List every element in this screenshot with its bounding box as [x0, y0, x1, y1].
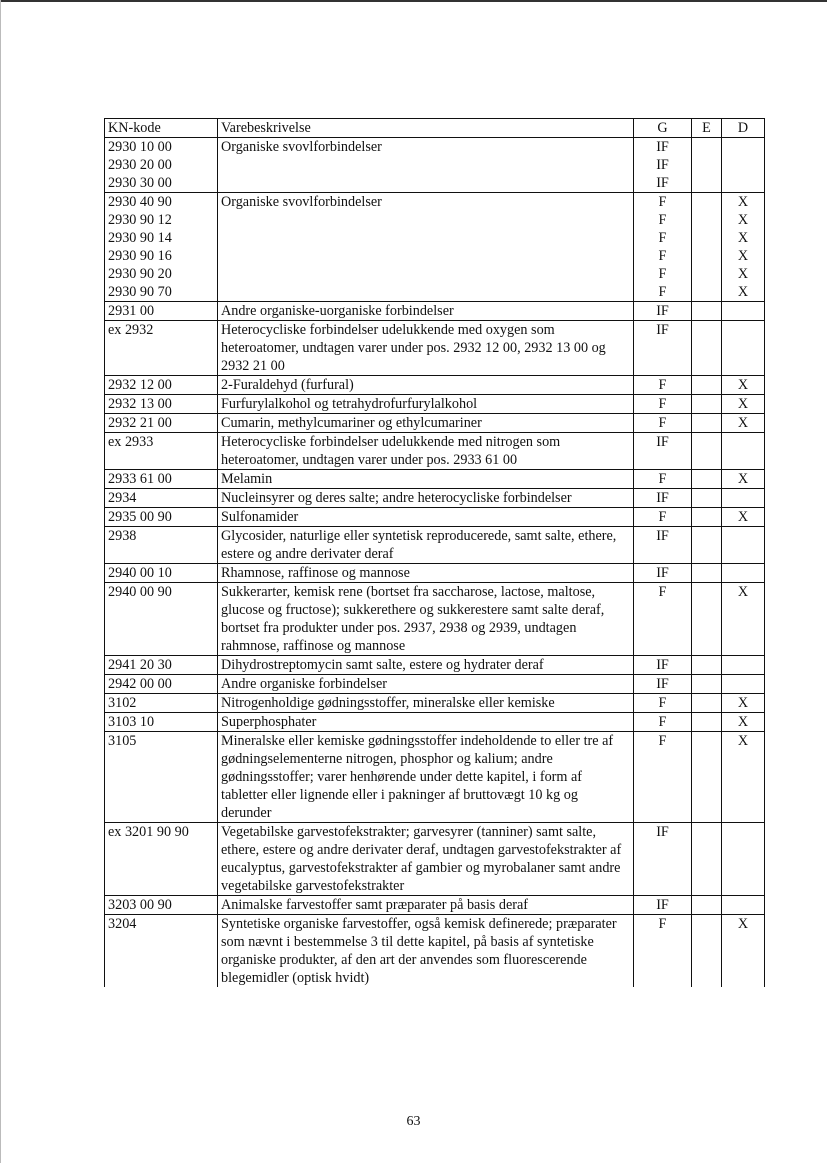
- g-cell: IF: [634, 527, 692, 564]
- table-row: [105, 732, 765, 823]
- g-cell: F: [634, 915, 692, 988]
- e-cell: [692, 283, 722, 302]
- kn-code-cell: 2942 00 00: [105, 675, 218, 694]
- g-cell: IF: [634, 675, 692, 694]
- d-cell: [722, 527, 765, 564]
- table-row: [105, 527, 765, 564]
- table-row: [105, 138, 765, 157]
- left-margin-rule: [0, 0, 1, 1163]
- kn-code-cell: 3105: [105, 732, 218, 823]
- g-cell: F: [634, 265, 692, 283]
- kn-code-cell: 2932 12 00: [105, 376, 218, 395]
- table-row: [105, 656, 765, 675]
- g-cell: F: [634, 713, 692, 732]
- d-cell: [722, 489, 765, 508]
- g-cell: IF: [634, 302, 692, 321]
- kn-code-cell: 2930 90 20: [105, 265, 218, 283]
- e-cell: [692, 229, 722, 247]
- e-cell: [692, 395, 722, 414]
- e-cell: [692, 713, 722, 732]
- description-cell: 2-Furaldehyd (furfural): [218, 376, 634, 395]
- e-cell: [692, 302, 722, 321]
- description-cell: Cumarin, methylcumariner og ethylcumariner: [218, 414, 634, 433]
- kn-code-cell: 2930 90 16: [105, 247, 218, 265]
- description-cell: Heterocycliske forbindelser udelukkende med oxygen som heteroatomer, undtagen varer under pos. 2932 12 00, 2932 13 00 og 2932 21 00: [218, 321, 634, 376]
- kn-code-cell: 2932 21 00: [105, 414, 218, 433]
- e-cell: [692, 156, 722, 174]
- e-cell: [692, 470, 722, 489]
- description-cell: Andre organiske forbindelser: [218, 675, 634, 694]
- g-cell: F: [634, 229, 692, 247]
- e-cell: [692, 174, 722, 193]
- description-cell: [218, 174, 634, 193]
- description-cell: Andre organiske-uorganiske forbindelser: [218, 302, 634, 321]
- kn-code-cell: ex 2932: [105, 321, 218, 376]
- kn-code-cell: 2940 00 90: [105, 583, 218, 656]
- e-cell: [692, 489, 722, 508]
- table-row: [105, 489, 765, 508]
- description-cell: Superphosphater: [218, 713, 634, 732]
- e-cell: [692, 211, 722, 229]
- description-cell: Nitrogenholdige gødningsstoffer, mineralske eller kemiske: [218, 694, 634, 713]
- e-cell: [692, 414, 722, 433]
- d-cell: X: [722, 713, 765, 732]
- top-rule: [0, 0, 827, 2]
- g-cell: IF: [634, 433, 692, 470]
- description-cell: Sulfonamider: [218, 508, 634, 527]
- e-cell: [692, 675, 722, 694]
- g-cell: F: [634, 732, 692, 823]
- d-cell: [722, 138, 765, 157]
- kn-code-cell: 2940 00 10: [105, 564, 218, 583]
- kn-code-cell: 2931 00: [105, 302, 218, 321]
- e-cell: [692, 321, 722, 376]
- g-cell: F: [634, 508, 692, 527]
- table-row: [105, 470, 765, 489]
- e-cell: [692, 915, 722, 988]
- table-row: [105, 283, 765, 302]
- g-cell: IF: [634, 321, 692, 376]
- table-row: [105, 713, 765, 732]
- d-cell: X: [722, 694, 765, 713]
- header-d: D: [722, 119, 765, 138]
- kn-code-cell: ex 2933: [105, 433, 218, 470]
- description-cell: [218, 265, 634, 283]
- description-cell: Animalske farvestoffer samt præparater på basis deraf: [218, 896, 634, 915]
- page-number: 63: [406, 1114, 421, 1129]
- kn-code-table: [104, 118, 765, 987]
- d-cell: X: [722, 395, 765, 414]
- description-cell: [218, 229, 634, 247]
- e-cell: [692, 564, 722, 583]
- description-cell: Organiske svovlforbindelser: [218, 138, 634, 157]
- table-header-row: [105, 119, 765, 138]
- e-cell: [692, 265, 722, 283]
- g-cell: F: [634, 283, 692, 302]
- table-row: [105, 156, 765, 174]
- e-cell: [692, 376, 722, 395]
- d-cell: X: [722, 732, 765, 823]
- description-cell: Rhamnose, raffinose og mannose: [218, 564, 634, 583]
- description-cell: Vegetabilske garvestofekstrakter; garvesyrer (tanniner) samt salte, ethere, estere og andre derivater deraf, undtagen garvestofekstrakter af eucalyptus, garvestofekstrakter af gambier og myrobalaner samt andre vegetabilske garvestofekstrakter: [218, 823, 634, 896]
- table-row: [105, 896, 765, 915]
- table-row: [105, 915, 765, 988]
- d-cell: X: [722, 229, 765, 247]
- kn-code-cell: 3204: [105, 915, 218, 988]
- g-cell: F: [634, 694, 692, 713]
- e-cell: [692, 433, 722, 470]
- table-row: [105, 211, 765, 229]
- header-kn-code: KN-kode: [105, 119, 218, 138]
- e-cell: [692, 823, 722, 896]
- header-e: E: [692, 119, 722, 138]
- description-cell: [218, 211, 634, 229]
- table-row: [105, 247, 765, 265]
- kn-code-cell: 2930 90 70: [105, 283, 218, 302]
- d-cell: [722, 656, 765, 675]
- table-row: [105, 376, 765, 395]
- d-cell: X: [722, 414, 765, 433]
- d-cell: X: [722, 265, 765, 283]
- table-row: [105, 564, 765, 583]
- description-cell: Dihydrostreptomycin samt salte, estere og hydrater deraf: [218, 656, 634, 675]
- kn-code-cell: 2930 90 14: [105, 229, 218, 247]
- description-cell: Furfurylalkohol og tetrahydrofurfurylalkohol: [218, 395, 634, 414]
- e-cell: [692, 896, 722, 915]
- table-row: [105, 583, 765, 656]
- d-cell: [722, 302, 765, 321]
- kn-code-cell: 2930 10 00: [105, 138, 218, 157]
- g-cell: IF: [634, 138, 692, 157]
- description-cell: [218, 156, 634, 174]
- d-cell: X: [722, 193, 765, 212]
- g-cell: F: [634, 414, 692, 433]
- d-cell: X: [722, 376, 765, 395]
- description-cell: Sukkerarter, kemisk rene (bortset fra saccharose, lactose, maltose, glucose og fructose); sukkerethere og sukkerestere samt salte deraf, bortset fra produkter under pos. 2937, 2938 og 2939, undtagen rahmnose, raffinose og mannose: [218, 583, 634, 656]
- description-cell: Nucleinsyrer og deres salte; andre heterocycliske forbindelser: [218, 489, 634, 508]
- d-cell: X: [722, 247, 765, 265]
- d-cell: X: [722, 583, 765, 656]
- kn-code-cell: 2933 61 00: [105, 470, 218, 489]
- g-cell: IF: [634, 823, 692, 896]
- kn-code-cell: 2930 90 12: [105, 211, 218, 229]
- table-row: [105, 265, 765, 283]
- description-cell: Mineralske eller kemiske gødningsstoffer indeholdende to eller tre af gødningselementerne nitrogen, phosphor og kalium; andre gødningsstoffer; varer henhørende under dette kapitel, i form af tabletter eller lignende eller i pakninger af bruttovægt 10 kg og derunder: [218, 732, 634, 823]
- d-cell: [722, 564, 765, 583]
- table-row: [105, 823, 765, 896]
- table-row: [105, 675, 765, 694]
- kn-code-cell: 3102: [105, 694, 218, 713]
- description-cell: Heterocycliske forbindelser udelukkende med nitrogen som heteroatomer, undtagen varer under pos. 2933 61 00: [218, 433, 634, 470]
- g-cell: IF: [634, 896, 692, 915]
- g-cell: F: [634, 193, 692, 212]
- d-cell: X: [722, 211, 765, 229]
- table-row: [105, 395, 765, 414]
- description-cell: Organiske svovlforbindelser: [218, 193, 634, 212]
- kn-code-cell: 2934: [105, 489, 218, 508]
- description-cell: Syntetiske organiske farvestoffer, også kemisk definerede; præparater som nævnt i bestemmelse 3 til dette kapitel, på basis af syntetiske organiske produkter, af den art der anvendes som fluorescerende blegemidler (optisk hvidt): [218, 915, 634, 988]
- e-cell: [692, 527, 722, 564]
- kn-code-cell: 2932 13 00: [105, 395, 218, 414]
- d-cell: X: [722, 915, 765, 988]
- g-cell: IF: [634, 489, 692, 508]
- description-cell: Melamin: [218, 470, 634, 489]
- kn-code-cell: 2930 30 00: [105, 174, 218, 193]
- d-cell: [722, 433, 765, 470]
- table-row: [105, 229, 765, 247]
- header-g: G: [634, 119, 692, 138]
- e-cell: [692, 138, 722, 157]
- e-cell: [692, 694, 722, 713]
- kn-code-cell: ex 3201 90 90: [105, 823, 218, 896]
- description-cell: [218, 283, 634, 302]
- d-cell: X: [722, 283, 765, 302]
- kn-code-cell: 2941 20 30: [105, 656, 218, 675]
- d-cell: [722, 896, 765, 915]
- table-row: [105, 193, 765, 212]
- table-row: [105, 174, 765, 193]
- e-cell: [692, 583, 722, 656]
- g-cell: IF: [634, 174, 692, 193]
- d-cell: [722, 321, 765, 376]
- kn-code-cell: 2938: [105, 527, 218, 564]
- kn-code-cell: 3203 00 90: [105, 896, 218, 915]
- table-row: [105, 694, 765, 713]
- e-cell: [692, 508, 722, 527]
- table-row: [105, 508, 765, 527]
- e-cell: [692, 656, 722, 675]
- g-cell: F: [634, 470, 692, 489]
- d-cell: [722, 675, 765, 694]
- header-description: Varebeskrivelse: [218, 119, 634, 138]
- table-row: [105, 321, 765, 376]
- d-cell: X: [722, 508, 765, 527]
- g-cell: F: [634, 395, 692, 414]
- kn-code-cell: 2935 00 90: [105, 508, 218, 527]
- d-cell: [722, 156, 765, 174]
- table-row: [105, 433, 765, 470]
- d-cell: [722, 823, 765, 896]
- description-cell: Glycosider, naturlige eller syntetisk reproducerede, samt salte, ethere, estere og andre derivater deraf: [218, 527, 634, 564]
- e-cell: [692, 193, 722, 212]
- g-cell: F: [634, 247, 692, 265]
- g-cell: IF: [634, 656, 692, 675]
- g-cell: F: [634, 211, 692, 229]
- table-row: [105, 414, 765, 433]
- d-cell: [722, 174, 765, 193]
- e-cell: [692, 732, 722, 823]
- g-cell: IF: [634, 156, 692, 174]
- kn-code-cell: 3103 10: [105, 713, 218, 732]
- g-cell: F: [634, 583, 692, 656]
- g-cell: F: [634, 376, 692, 395]
- g-cell: IF: [634, 564, 692, 583]
- table-body: [105, 138, 765, 988]
- kn-code-cell: 2930 40 90: [105, 193, 218, 212]
- description-cell: [218, 247, 634, 265]
- e-cell: [692, 247, 722, 265]
- d-cell: X: [722, 470, 765, 489]
- table-row: [105, 302, 765, 321]
- kn-code-cell: 2930 20 00: [105, 156, 218, 174]
